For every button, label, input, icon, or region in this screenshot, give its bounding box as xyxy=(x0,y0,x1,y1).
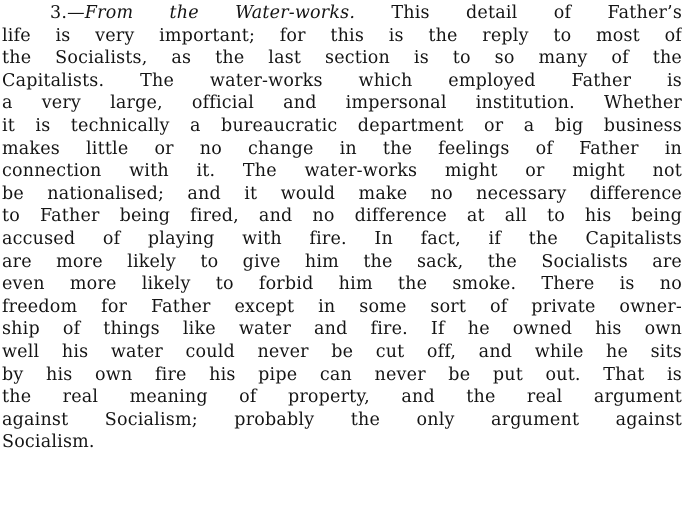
text-line: freedom for Father except in some sort of private owner- xyxy=(2,296,682,317)
text-line: be nationalised; and it would make no necessary difference xyxy=(2,183,682,204)
text-line: makes little or no change in the feelings of Father in xyxy=(2,138,682,159)
text-line: Capitalists. The water-works which employed Father is xyxy=(2,70,682,91)
text-line: well his water could never be cut off, and while he sits xyxy=(2,341,682,362)
section-number: 3. xyxy=(50,3,68,23)
text-line: to Father being fired, and no difference at all to his being xyxy=(2,206,682,227)
text-line: against Socialism; probably the only argument against xyxy=(2,409,682,430)
text-line: connection with it. The water-works might or might not xyxy=(2,161,682,182)
text-line: life is very important; for this is the reply to most of xyxy=(2,25,682,46)
text-line: even more likely to forbid him the smoke. There is no xyxy=(2,274,682,295)
text-line: the real meaning of property, and the real argument xyxy=(2,387,682,408)
text-line: accused of playing with fire. In fact, if the Capitalists xyxy=(2,228,682,249)
text-line: by his own fire his pipe can never be put out. That is xyxy=(2,364,682,385)
text-line: the Socialists, as the last section is to so many of the xyxy=(2,48,682,69)
text-line: a very large, official and impersonal institution. Whether xyxy=(2,93,682,114)
text-line: it is technically a bureaucratic department or a big business xyxy=(2,115,682,136)
text-line: ship of things like water and fire. If he owned his own xyxy=(2,319,682,340)
text-line-first xyxy=(2,2,682,25)
body-paragraph xyxy=(2,2,682,454)
text-line: are more likely to give him the sack, the Socialists are xyxy=(2,251,682,272)
text-line-last: Socialism. xyxy=(2,432,95,453)
first-line-text: This detail of Father’s xyxy=(355,3,682,23)
section-heading: —From the Water-works. xyxy=(67,3,356,23)
